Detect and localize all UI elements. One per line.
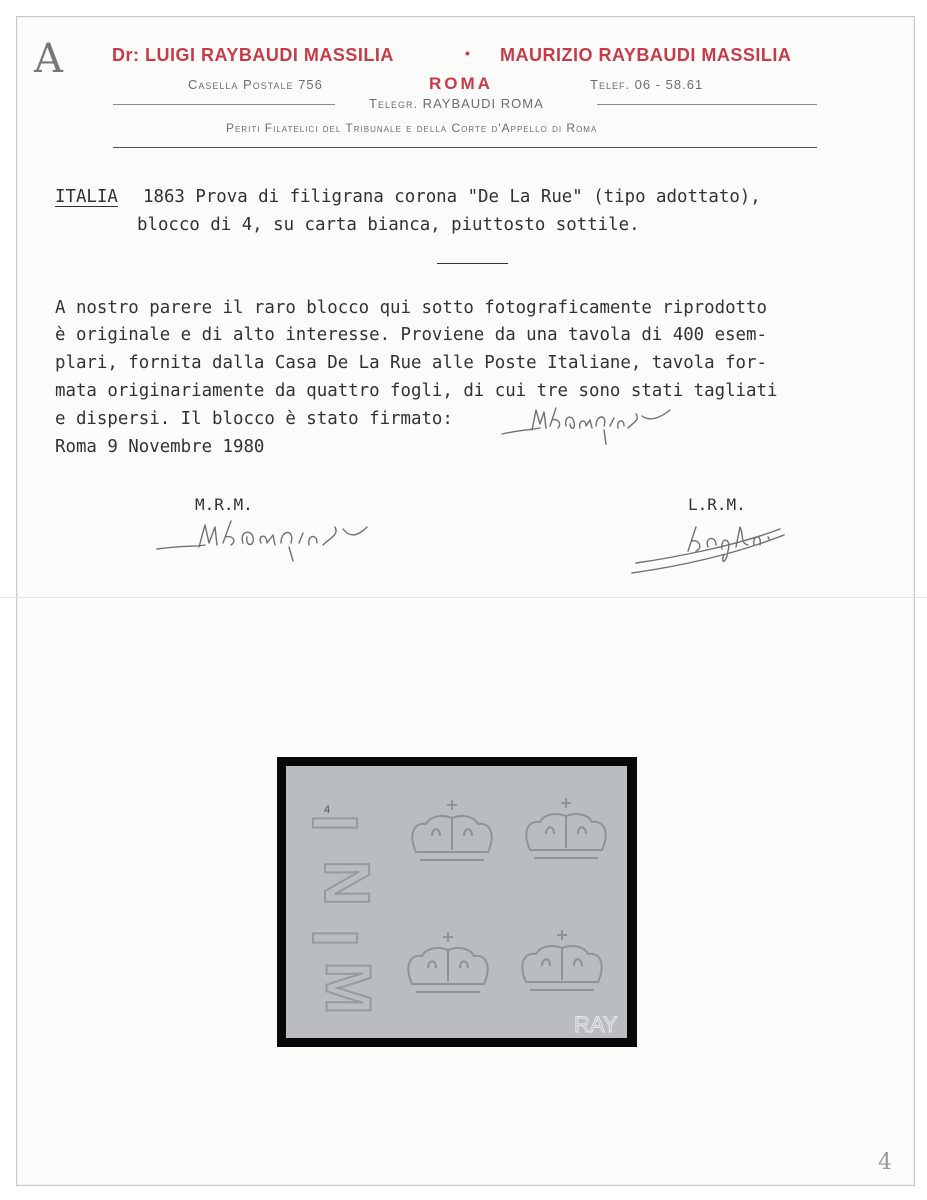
right-signature: [628, 515, 793, 585]
crown-watermark-icon: [404, 796, 500, 872]
opinion-line-3: plari, fornita dalla Casa De La Rue alle Poste Italiane, tavola for-: [55, 353, 767, 373]
certificate-date: Roma 9 Novembre 1980: [55, 437, 265, 457]
letterhead-po-box: Casella Postale 756: [188, 77, 323, 92]
stamp-block-photo: [277, 757, 637, 1047]
page-number: 4: [878, 1150, 892, 1175]
letterhead-telegraph: Telegr. RAYBAUDI ROMA: [369, 96, 544, 111]
watermark-letter: M: [312, 961, 385, 1015]
watermark-letter: I: [298, 814, 371, 832]
watermark-letter: N: [311, 859, 384, 907]
letterhead-bottom-rule: [113, 147, 817, 148]
letterhead: [0, 0, 927, 160]
heading-line-1: 1863 Prova di filigrana corona "De La Rue" (tipo adottato),: [143, 187, 761, 207]
watermark-proof-block: [286, 766, 627, 1038]
left-signature: [155, 515, 370, 570]
raybaudi-overprint: RAY: [574, 1012, 618, 1037]
letterhead-city: ROMA: [429, 74, 493, 93]
opinion-line-4: mata originariamente da quattro fogli, di cui tre sono stati tagliati: [55, 381, 778, 401]
letterhead-name-left: Dr: LUIGI RAYBAUDI MASSILIA: [112, 45, 394, 65]
crown-watermark-icon: [400, 928, 496, 1004]
country-heading: ITALIA: [55, 187, 118, 207]
letterhead-name-right: MAURIZIO RAYBAUDI MASSILIA: [500, 45, 792, 65]
crown-watermark-icon: [518, 794, 614, 870]
crown-watermark-icon: [514, 926, 610, 1002]
letterhead-phone: Telef. 06 - 58.61: [590, 77, 704, 92]
inline-signature: [500, 400, 680, 450]
opinion-line-5: e dispersi. Il blocco è stato firmato:: [55, 409, 453, 429]
opinion-line-2: è originale e di alto interesse. Proviene da una tavola di 400 esem-: [55, 325, 767, 345]
right-signatory-initials: L.R.M.: [688, 495, 746, 514]
letterhead-separator: •: [465, 45, 471, 61]
corner-number: 4: [324, 804, 331, 816]
heading-divider: [437, 263, 508, 264]
opinion-line-1: A nostro parere il raro blocco qui sotto fotograficamente riprodotto: [55, 298, 767, 318]
left-signatory-initials: M.R.M.: [195, 495, 253, 514]
letterhead-rule-right: [597, 104, 817, 105]
letterhead-rule-left: [113, 104, 335, 105]
letterhead-subtitle: Periti Filatelici del Tribunale e della Corte d'Appello di Roma: [226, 121, 598, 135]
heading-line-2: blocco di 4, su carta bianca, piuttosto sottile.: [137, 215, 640, 235]
watermark-letter: I: [298, 929, 371, 947]
fold-line: [0, 597, 927, 598]
margin-mark: A: [34, 36, 63, 82]
